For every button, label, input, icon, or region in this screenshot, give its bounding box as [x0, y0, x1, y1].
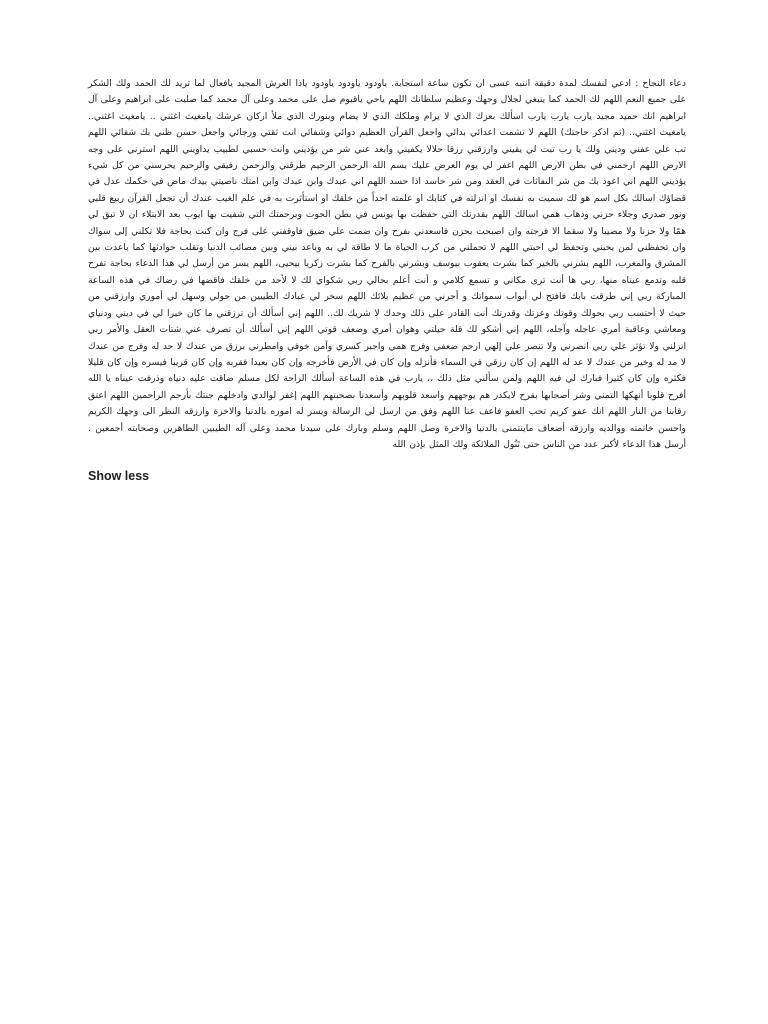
show-less-link[interactable]: Show less [88, 469, 150, 484]
post-body-text: دعاء النجاح : ادعي لنفسك لمدة دقيقة انتبه عسى ان تكون ساعة استجابة. ياودود ياودود ياودود ياذا العرش المجيد يافعال لما تريد لك الحمد ولك الشكر على جميع النعم اللهم لك الحمد كما ينبغي لجلال وجهك وعظيم سلطانك اللهم ياحي ياقيوم صل على محمد وعلى آل محمد كما صليت على ابراهيم وعلى آل ابراهيم انك حميد مجيد يارب يارب يارب اسألك بعزك الذي لا يرام وملكك الذي لا يضام وبنورك الذي ملأ اركان عرشك يامغيث اغثني .. يامغيث اغثني.. يامغيث اغثني.. (ثم اذكر حاجتك) اللهم لا تشمت اعدائي بدائي واجعل القرآن العظيم دوائي وشفائي انت ثقتي ورجائي واجعل حسن ظني بك شفائي اللهم تب علي عفني وديني ولك يا رب تبت لي يقيني وارزقني رزقا حلالا يكفيني وابعد عني شر من يؤذيني وانت حسبي لطبيب يداويني اللهم استرني على وجه الارض اللهم ارحمني في بطن الارض اللهم اغفر لي يوم العرض عليك بسم الله الرحمن الرحيم طرقني والرحمن رفيقي والرحيم يحرسني من كل شيء يؤذيني اللهم اني اعوذ بك من شر النفاثات في العقد ومن شر حاسد اذا حسد اللهم اني عبدك وابن عبدك وابن امتك ناصيتي بيدك ماض في حكمك عدل في قضاؤك اسالك بكل اسم هو لك سميت به نفسك او انزلته في كتابك او علمته احداً من خلقك او استأثرت به في علم الغيب عندك أن تجعل القرآن ربيع قلبي ونور صدري وجلاء حزني وذهاب همي اسالك اللهم بقدرتك التي حفظت بها يونس في بطن الحوت وبرحمتك التي شفيت بها ايوب بعد الابتلاء ان لا تبق لي همًا ولا حزنا ولا مصيبا ولا سقما الا فرجته وان اصبحت بحزن فاسعدني بفرح وان ضمت علي ضيق فاوقفني على فرج وان كنت بحاجة فلا تكلني إلى سواك وان تحفظني لمن يحبني وتحفظ لي احبتي اللهم لا تحملني من كرب الحياة ما لا طاقة لي به وباعد بيني وبين مصائب الدنيا وتقلب حوادثها كما باعدت بين المشرق والمغرب، اللهم بشرني بالخير كما بشرت يعقوب بيوسف وبشرني بالفرح كما بشرت زكريا بيحيى، اللهم يسر من أرسل لي هذا الدعاء بحاجة تفرح قلبه وتدمع عيناه منها، ربي ها أنت ترى مكاني و تسمع كلامي و أنت أعلم بحالي ربي شكواي لك لا لأحد من خلقك فاقضها في رضاك في هذه الساعة المباركة ربي إني طرقت بابك فافتح لي أبواب سمواتك و أجرني من عظيم بلائك اللهم سخر لي عبادك الطيبين من حولي وسهل لي أموري وارزقني من حيث لا أحتسب ربي بحولك وقوتك وعزتك وقدرتك أنت القادر على ذلك وحدك لا شريك لك.. اللهم إني أسألك أن ترزقني ما كان خيرا لي في ديني ودنياي ومعاشي وعاقبة أمري عاجله وآجله، اللهم إني أشكو لك قلة حيلتي وهوان أمري وضعف قوتي اللهم إني أسألك أن تصرف عني شتات العقل والأمر ربي انزلني ولا تؤثر علي ربي انصرني ولا تنصر علي إلهي ارحم ضعفي وفرج همي واجبر كسري وآمن خوفي وامطرني برزق من عندك لا حد له وفرج من عندك لا مد له وخير من عندك لا عد له اللهم إن كان رزقي في السماء فأنزله وإن كان في الأرض فأخرجه وإن كان بعيدا فقربه وإن كان قريبا فيسره وإن كان قليلا فكثره وإن كان كثيرا فبارك لي فيه اللهم ولمن سألني مثل ذلك ،، يارب في هذه الساعة أسألك الراحة لكل مسلم ضاقت عليه دنياه وذرفت عيناه يا الله أفرح قلوبا أنهكها التمني وشر أصحابها بفرح لايكدر هم يوجههم واسعد قلوبهم وأسعدنا بصحبتهم اللهم إغفر لوالدي وادخلهم جنتك بأرحم الراحمين اللهم اعتق رقابنا من النار اللهم انك عفو كريم تحب العفو فاعف عنا اللهم وفق من ارسل لي الرسالة ويسر له اموره بالدنيا والاخرة وارزقه النظر الى وجهك الكريم واحسن خاتمته ووالديه وارزقه أضعاف ماينتمنى بالدنيا والاخرة وصل اللهم وسلم وبارك على سيدنا محمد وعلى آله الطيبين الطاهرين وصحابته أجمعين . أرسل هذا الدعاء لأكبر عدد من الناس حتى تَنُول الملائكة ولك المثل بإذن الله [88, 78, 686, 450]
post-content [88, 76, 686, 484]
